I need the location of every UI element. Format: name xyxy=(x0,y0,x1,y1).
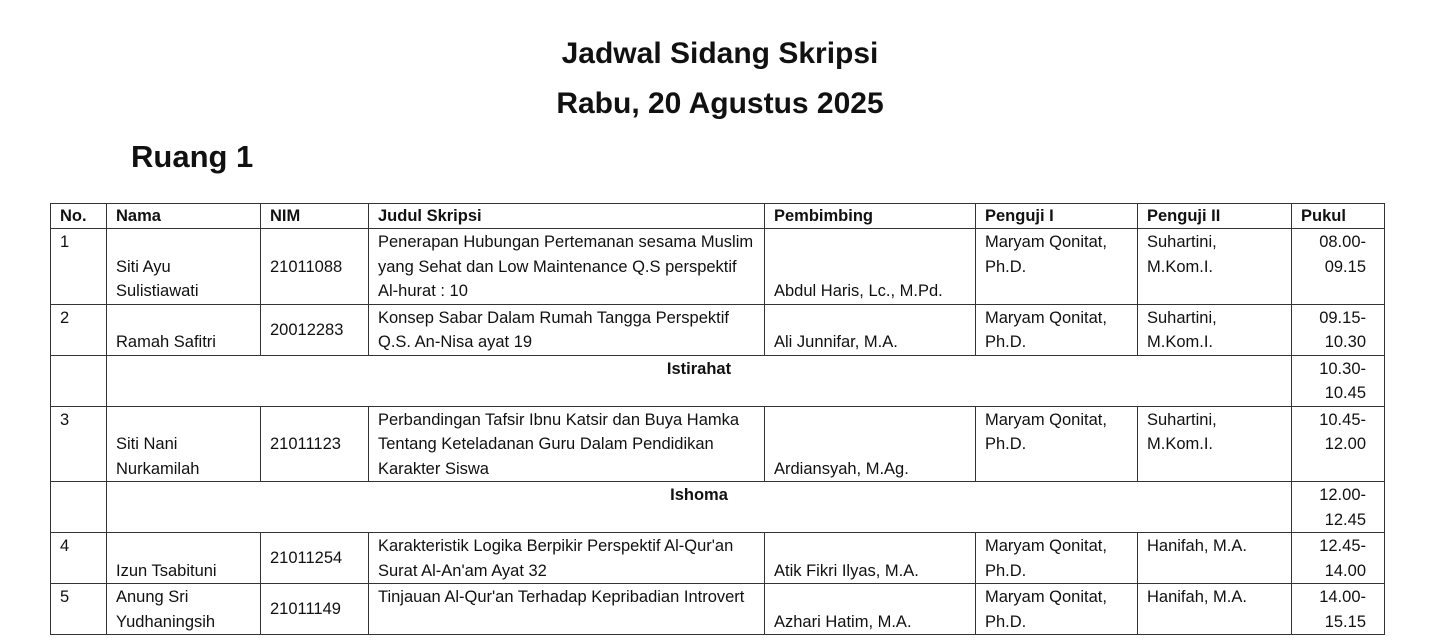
student-name: Siti Ayu Sulistiawati xyxy=(107,229,261,305)
schedule-table xyxy=(50,203,1385,635)
break-row xyxy=(51,355,1385,406)
thesis-title: Perbandingan Tafsir Ibnu Katsir dan Buya Hamka Tentang Keteladanan Guru Dalam Pendidikan Karakter Siswa xyxy=(369,406,765,482)
student-name: Ramah Safitri xyxy=(107,304,261,355)
examiner-2: Suhartini, M.Kom.I. xyxy=(1138,406,1292,482)
row-number: 1 xyxy=(51,229,107,305)
break-row xyxy=(51,482,1385,533)
table-row xyxy=(51,533,1385,584)
table-row xyxy=(51,584,1385,635)
table-row xyxy=(51,406,1385,482)
table-header-row xyxy=(51,204,1385,229)
page-title: Jadwal Sidang Skripsi xyxy=(561,37,879,70)
session-time: 10.45-12.00 xyxy=(1292,406,1385,482)
thesis-title: Penerapan Hubungan Pertemanan sesama Muslim yang Sehat dan Low Maintenance Q.S perspektif Al-hurat : 10 xyxy=(369,229,765,305)
advisor: Atik Fikri Ilyas, M.A. xyxy=(765,533,976,584)
thesis-title: Tinjauan Al-Qur'an Terhadap Kepribadian Introvert xyxy=(369,584,765,635)
row-number: 2 xyxy=(51,304,107,355)
row-number: 4 xyxy=(51,533,107,584)
student-nim: 21011088 xyxy=(261,229,369,305)
examiner-2: Suhartini, M.Kom.I. xyxy=(1138,304,1292,355)
advisor: Abdul Haris, Lc., M.Pd. xyxy=(765,229,976,305)
column-header-nim: NIM xyxy=(261,204,369,229)
session-time: 09.15-10.30 xyxy=(1292,304,1385,355)
column-header-examiner-2: Penguji II xyxy=(1138,204,1292,229)
student-nim: 21011149 xyxy=(261,584,369,635)
examiner-1: Maryam Qonitat, Ph.D. xyxy=(976,304,1138,355)
student-nim: 20012283 xyxy=(261,304,369,355)
schedule-date: Rabu, 20 Agustus 2025 xyxy=(556,87,884,120)
break-label: Ishoma xyxy=(107,482,1292,533)
table-row xyxy=(51,229,1385,305)
row-number: 3 xyxy=(51,406,107,482)
examiner-1: Maryam Qonitat, Ph.D. xyxy=(976,229,1138,305)
student-nim: 21011254 xyxy=(261,533,369,584)
examiner-2: Hanifah, M.A. xyxy=(1138,584,1292,635)
break-time: 12.00-12.45 xyxy=(1292,482,1385,533)
column-header-examiner-1: Penguji I xyxy=(976,204,1138,229)
examiner-1: Maryam Qonitat, Ph.D. xyxy=(976,406,1138,482)
column-header-time: Pukul xyxy=(1292,204,1385,229)
session-time: 08.00-09.15 xyxy=(1292,229,1385,305)
student-name: Anung Sri Yudhaningsih xyxy=(107,584,261,635)
session-time: 12.45-14.00 xyxy=(1292,533,1385,584)
advisor: Ardiansyah, M.Ag. xyxy=(765,406,976,482)
table-row xyxy=(51,304,1385,355)
student-nim: 21011123 xyxy=(261,406,369,482)
advisor: Azhari Hatim, M.A. xyxy=(765,584,976,635)
examiner-2: Hanifah, M.A. xyxy=(1138,533,1292,584)
break-time: 10.30-10.45 xyxy=(1292,355,1385,406)
column-header-title: Judul Skripsi xyxy=(369,204,765,229)
row-number: 5 xyxy=(51,584,107,635)
thesis-title: Konsep Sabar Dalam Rumah Tangga Perspektif Q.S. An-Nisa ayat 19 xyxy=(369,304,765,355)
session-time: 14.00-15.15 xyxy=(1292,584,1385,635)
examiner-2: Suhartini, M.Kom.I. xyxy=(1138,229,1292,305)
advisor: Ali Junnifar, M.A. xyxy=(765,304,976,355)
break-label: Istirahat xyxy=(107,355,1292,406)
room-heading: Ruang 1 xyxy=(131,139,254,174)
examiner-1: Maryam Qonitat, Ph.D. xyxy=(976,584,1138,635)
student-name: Izun Tsabituni xyxy=(107,533,261,584)
column-header-no: No. xyxy=(51,204,107,229)
break-empty-cell xyxy=(51,482,107,533)
break-empty-cell xyxy=(51,355,107,406)
examiner-1: Maryam Qonitat, Ph.D. xyxy=(976,533,1138,584)
student-name: Siti Nani Nurkamilah xyxy=(107,406,261,482)
column-header-name: Nama xyxy=(107,204,261,229)
thesis-title: Karakteristik Logika Berpikir Perspektif Al-Qur'an Surat Al-An'am Ayat 32 xyxy=(369,533,765,584)
column-header-advisor: Pembimbing xyxy=(765,204,976,229)
